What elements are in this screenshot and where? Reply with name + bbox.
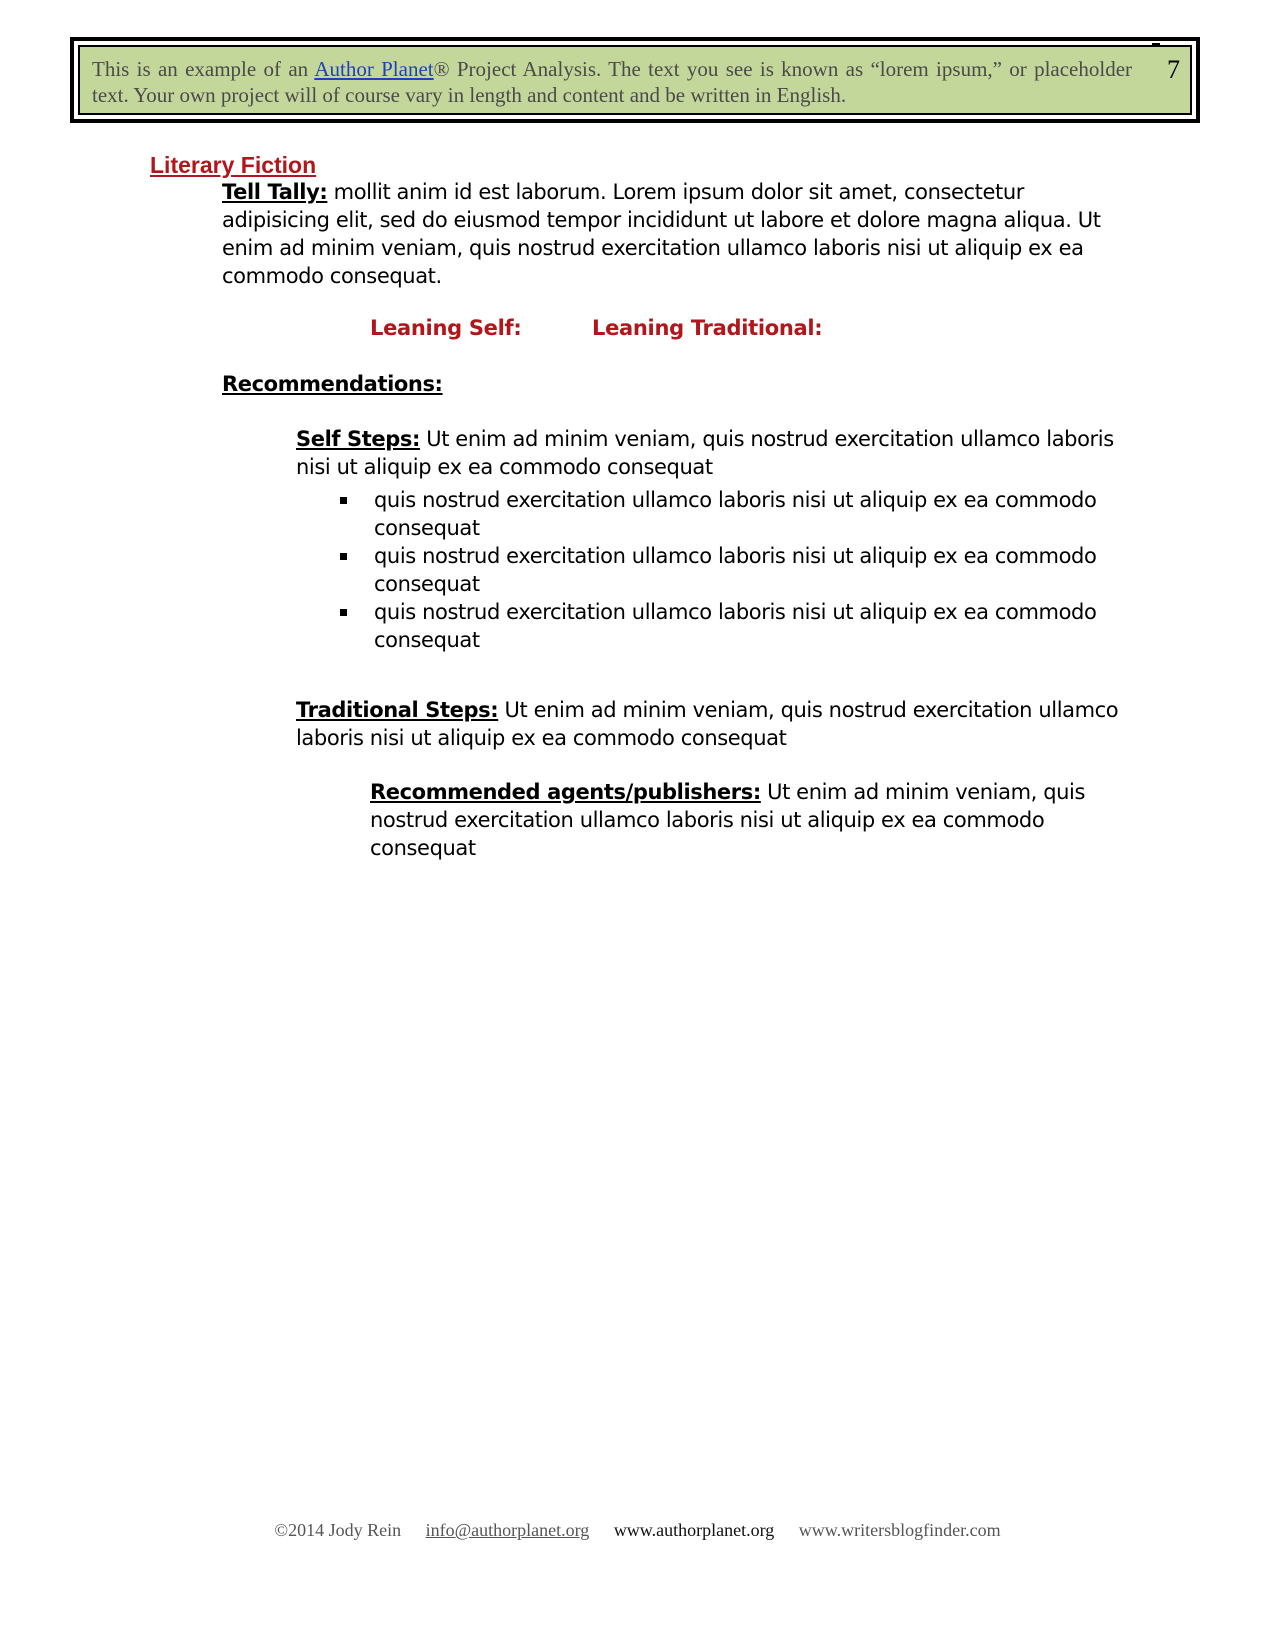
notice-box [70, 37, 1200, 123]
page-number: 7 [1167, 55, 1180, 84]
traditional-steps-label: Traditional Steps: [296, 698, 499, 722]
notice-text [92, 56, 1132, 108]
agents-text: Ut enim ad minim veniam, quis nostrud exercitation ullamco laboris nisi ut aliquip ex ea commodo consequat [370, 780, 1086, 860]
self-steps-list [340, 486, 1120, 654]
section-title: Literary Fiction [150, 152, 317, 178]
notice-text-pre: This is an example of an [92, 57, 309, 81]
bullet-square-icon [340, 497, 347, 504]
recommendations-heading [222, 370, 443, 398]
author-planet-link[interactable]: Author Planet [314, 57, 434, 81]
page-footer [0, 1520, 1275, 1541]
list-item [340, 542, 1120, 598]
leaning-self-label: Leaning Self: [370, 316, 522, 340]
tell-tally-label: Tell Tally: [222, 180, 328, 204]
list-item-text: quis nostrud exercitation ullamco laboris nisi ut aliquip ex ea commodo consequat [374, 600, 1097, 652]
recommendations-label: Recommendations: [222, 372, 443, 396]
self-steps-paragraph [296, 425, 1116, 481]
agents-paragraph [370, 778, 1110, 862]
list-item [340, 486, 1120, 542]
self-steps-text: Ut enim ad minim veniam, quis nostrud exercitation ullamco laboris nisi ut aliquip ex ea commodo consequat [296, 427, 1114, 479]
list-item-text: quis nostrud exercitation ullamco laboris nisi ut aliquip ex ea commodo consequat [374, 488, 1097, 540]
bullet-square-icon [340, 553, 347, 560]
list-item-text: quis nostrud exercitation ullamco laboris nisi ut aliquip ex ea commodo consequat [374, 544, 1097, 596]
traditional-steps-text: Ut enim ad minim veniam, quis nostrud exercitation ullamco laboris nisi ut aliquip ex ea commodo consequat [296, 698, 1119, 750]
footer-blogfinder-link[interactable]: www.writersblogfinder.com [798, 1520, 1001, 1540]
footer-email-link[interactable]: info@authorplanet.org [425, 1520, 590, 1540]
footer-copyright: ©2014 Jody Rein [274, 1520, 402, 1540]
page-number-mark [1152, 43, 1160, 45]
bullet-square-icon [340, 609, 347, 616]
notice-box-inner [78, 45, 1192, 115]
notice-text-post: ® Project Analysis. The text you see is known as “lorem ipsum,” or placeholder text. Your own project will of course vary in length and content and be written in English. [92, 57, 1133, 107]
footer-site-link[interactable]: www.authorplanet.org [613, 1520, 775, 1540]
self-steps-label: Self Steps: [296, 427, 420, 451]
leaning-traditional-label: Leaning Traditional: [592, 316, 823, 340]
tell-tally-text: mollit anim id est laborum. Lorem ipsum dolor sit amet, consectetur adipisicing elit, sed do eiusmod tempor incididunt ut labore et dolore magna aliqua. Ut enim ad minim veniam, quis nostrud exercitation ullamco laboris nisi ut aliquip ex ea commodo consequat. [222, 180, 1101, 288]
agents-label: Recommended agents/publishers: [370, 780, 761, 804]
traditional-steps-paragraph [296, 696, 1126, 752]
list-item [340, 598, 1120, 654]
tell-tally-paragraph [222, 178, 1102, 290]
